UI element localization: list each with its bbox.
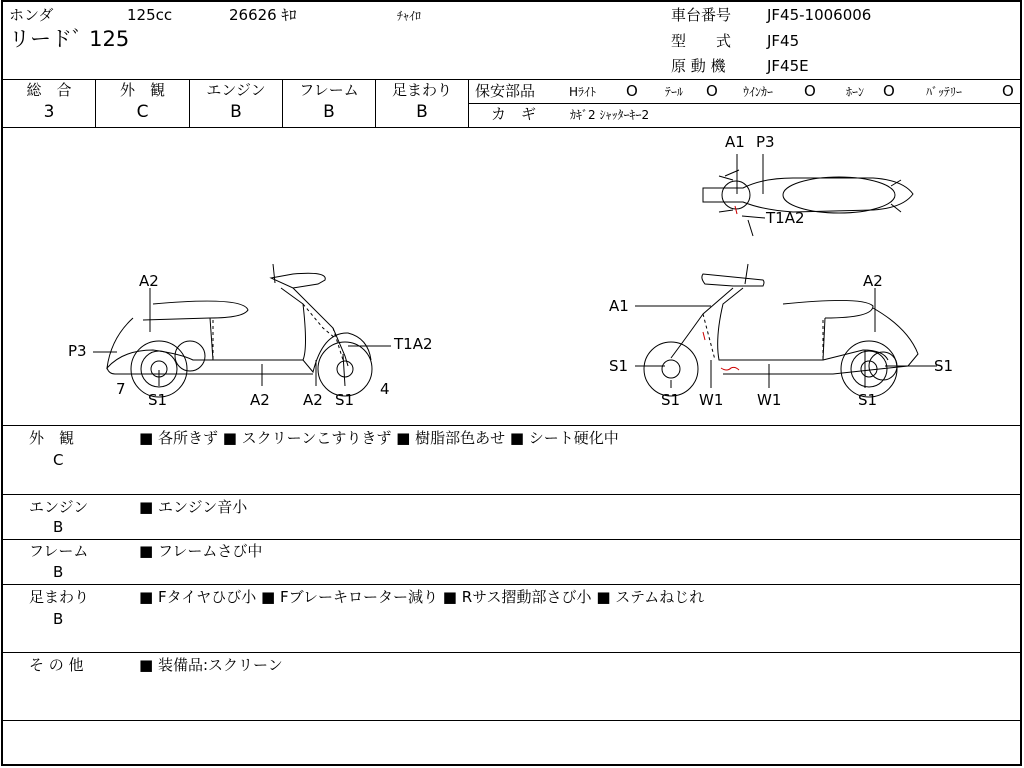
diag-right-A1: A1 [609,297,629,315]
diag-right-A2: A2 [863,272,883,290]
remark-other-text: ■ 装備品:スクリーン [139,658,283,673]
rating-frame-label: フレーム [299,81,359,99]
remark-other-label: そ の 他 [29,656,84,674]
diag-left-S1-a: S1 [148,391,168,409]
diag-left-A2-top: A2 [139,272,159,290]
key-label: カ ギ [491,105,537,123]
diag-right-W1-b: W1 [757,391,782,409]
rating-suspension-value: B [416,102,428,122]
rating-overall-label: 総 合 [26,81,72,99]
remark-frame-text: ■ フレームさび中 [139,544,262,559]
diag-right-S1-l: S1 [609,357,629,375]
remark-exterior-label: 外 観 [29,429,75,447]
safety-horn-mark: O [883,82,895,100]
diag-top-A1: A1 [725,133,745,151]
diag-left-P3: P3 [68,342,87,360]
type-value: JF45 [767,32,800,50]
safety-winker-mark: O [804,82,816,100]
remark-frame-grade: B [53,563,64,581]
safety-battery-mark: O [1002,82,1014,100]
diag-left-A2-c: A2 [303,391,323,409]
diag-top-P3: P3 [756,133,775,151]
remark-suspension-label: 足まわり [29,588,90,606]
safety-winker: ｳｲﾝｶｰ [743,85,774,99]
diag-left-T1A2: T1A2 [394,335,433,353]
remark-engine-text: ■ エンジン音小 [139,500,247,515]
key-value: ｶｷﾞ2 ｼｬｯﾀｰｷｰ2 [570,108,650,122]
rating-suspension-label: 足まわり [391,81,452,99]
diag-right-S1-c: S1 [858,391,878,409]
safety-tail-mark: O [706,82,718,100]
safety-horn: ﾎｰﾝ [846,85,865,99]
scooter-top-view [703,170,913,236]
safety-headlight-mark: O [626,82,638,100]
diag-right-W1-a: W1 [699,391,724,409]
frame-no: JF45-1006006 [767,6,872,24]
mileage: 26626 ｷﾛ [229,6,297,24]
color: ﾁｬｲﾛ [397,9,422,23]
diag-left-A2-b: A2 [250,391,270,409]
remark-suspension-grade: B [53,610,64,628]
diag-right-S1-b: S1 [661,391,681,409]
safety-headlight: Hﾗｲﾄ [569,85,597,99]
remark-exterior-grade: C [53,451,64,469]
displacement: 125cc [127,6,173,24]
rating-engine-value: B [230,102,242,122]
engine-label: 原 動 機 [671,57,726,75]
diag-right-S1-r: S1 [934,357,954,375]
rating-frame-value: B [323,102,335,122]
remark-suspension-text: ■ Fタイヤひび小 ■ Fブレーキローター減り ■ Rサス摺動部さび小 ■ ステムねじれ [139,590,704,605]
rating-overall-value: 3 [43,102,55,122]
model-name: リードﾞ 125 [9,27,130,51]
remark-engine-label: エンジン [29,498,89,516]
remark-engine-grade: B [53,518,64,536]
remark-frame-label: フレーム [29,542,89,560]
safety-title: 保安部品 [475,82,536,100]
safety-battery: ﾊﾞｯﾃﾘｰ [926,85,963,99]
type-label: 型 式 [671,32,732,50]
inspection-sheet [1,0,1022,766]
rating-engine-label: エンジン [206,81,266,99]
diag-top-T1A2: T1A2 [766,209,805,227]
frame-no-label: 車台番号 [671,6,732,24]
maker: ホンダ [9,6,54,24]
safety-tail: ﾃｰﾙ [665,85,684,99]
remark-exterior-text: ■ 各所きず ■ スクリーンこすりきず ■ 樹脂部色あせ ■ シート硬化中 [139,431,619,446]
diag-left-7: 7 [116,380,126,398]
engine-value: JF45E [767,57,809,75]
rating-exterior-label: 外 観 [119,81,165,99]
diag-left-S1-b: S1 [335,391,355,409]
rating-exterior-value: C [136,102,149,122]
diag-left-4: 4 [380,380,390,398]
